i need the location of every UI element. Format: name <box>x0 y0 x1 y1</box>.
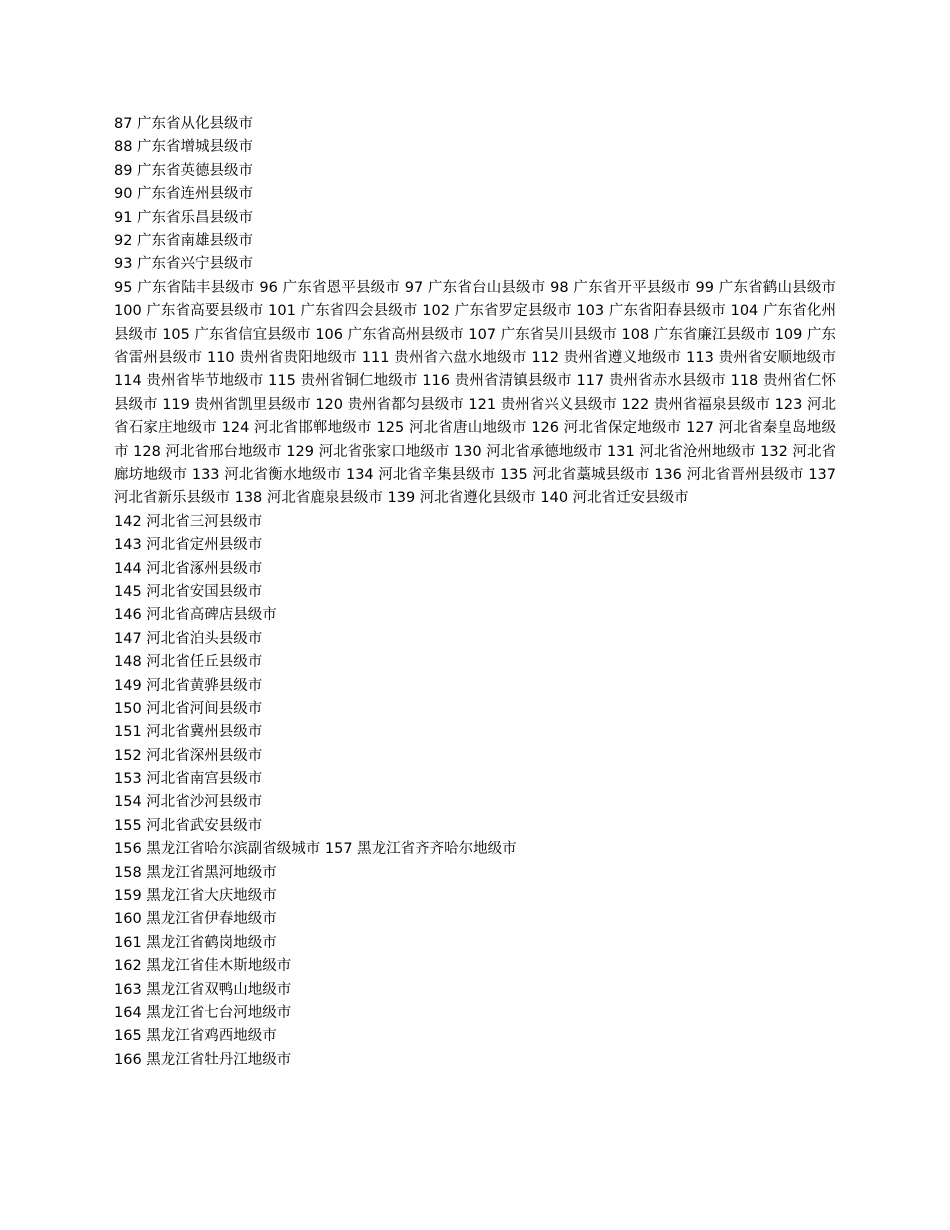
list-line: 149 河北省黄骅县级市 <box>114 677 263 694</box>
list-line: 150 河北省河间县级市 <box>114 700 263 717</box>
list-line: 90 广东省连州县级市 <box>114 186 254 203</box>
list-line: 166 黑龙江省牡丹江地级市 <box>114 1051 292 1068</box>
list-line: 87 广东省从化县级市 <box>114 116 254 132</box>
list-line: 144 河北省涿州县级市 <box>114 560 263 577</box>
document-page <box>114 113 836 1072</box>
list-line: 91 广东省乐昌县级市 <box>114 209 254 226</box>
list-line: 148 河北省任丘县级市 <box>114 654 263 671</box>
list-line: 154 河北省沙河县级市 <box>114 794 263 811</box>
list-line: 152 河北省深州县级市 <box>114 747 263 764</box>
list-line: 88 广东省增城县级市 <box>114 139 254 156</box>
list-line: 92 广东省南雄县级市 <box>114 232 254 249</box>
list-line: 145 河北省安国县级市 <box>114 583 263 600</box>
list-line: 160 黑龙江省伊春地级市 <box>114 911 277 928</box>
list-line: 165 黑龙江省鸡西地级市 <box>114 1028 277 1045</box>
list-line: 163 黑龙江省双鸭山地级市 <box>114 981 292 998</box>
list-line: 164 黑龙江省七台河地级市 <box>114 1005 292 1021</box>
list-line: 161 黑龙江省鹤岗地级市 <box>114 934 277 951</box>
list-line: 159 黑龙江省大庆地级市 <box>114 888 277 905</box>
list-line: 147 河北省泊头县级市 <box>114 630 263 647</box>
line-list-top <box>114 113 836 277</box>
list-line: 156 黑龙江省哈尔滨副省级城市 157 黑龙江省齐齐哈尔地级市 <box>114 841 517 858</box>
list-line: 93 广东省兴宁县级市 <box>114 256 254 273</box>
list-line: 142 河北省三河县级市 <box>114 513 263 530</box>
list-line: 89 广东省英德县级市 <box>114 162 254 179</box>
line-list-bottom <box>114 511 836 1072</box>
list-line: 151 河北省冀州县级市 <box>114 724 263 741</box>
run-on-paragraph: 95 广东省陆丰县级市 96 广东省恩平县级市 97 广东省台山县级市 98 广东省开平县级市 99 广东省鹤山县级市 100 广东省高要县级市 101 广东省四会县级市 102 广东省罗定县级市 103 广东省阳春县级市 104 广东省化州县级市 105 广东省信宜县级市 106 广东省高州县级市 107 广东省吴川县级市 108 广东省廉江县级市 109 广东省雷州县级市 110 贵州省贵阳地级市 111 贵州省六盘水地级市 112 贵州省遵义地级市 113 贵州省安顺地级市 114 贵州省毕节地级市 115 贵州省铜仁地级市 116 贵州省清镇县级市 117 贵州省赤水县级市 118 贵州省仁怀县级市 119 贵州省凯里县级市 120 贵州省都匀县级市 121 贵州省兴义县级市 122 贵州省福泉县级市 123 河北省石家庄地级市 124 河北省邯郸地级市 125 河北省唐山地级市 126 河北省保定地级市 127 河北省秦皇岛地级市 128 河北省邢台地级市 129 河北省张家口地级市 130 河北省承德地级市 131 河北省沧州地级市 132 河北省廊坊地级市 133 河北省衡水地级市 134 河北省辛集县级市 135 河北省藁城县级市 136 河北省晋州县级市 137 河北省新乐县级市 138 河北省鹿泉县级市 139 河北省遵化县级市 140 河北省迁安县级市 <box>114 279 836 507</box>
list-line: 153 河北省南宫县级市 <box>114 771 263 788</box>
list-line: 158 黑龙江省黑河地级市 <box>114 864 277 881</box>
list-line: 146 河北省高碑店县级市 <box>114 607 277 624</box>
list-line: 143 河北省定州县级市 <box>114 537 263 554</box>
list-line: 162 黑龙江省佳木斯地级市 <box>114 958 292 975</box>
list-line: 155 河北省武安县级市 <box>114 817 263 834</box>
